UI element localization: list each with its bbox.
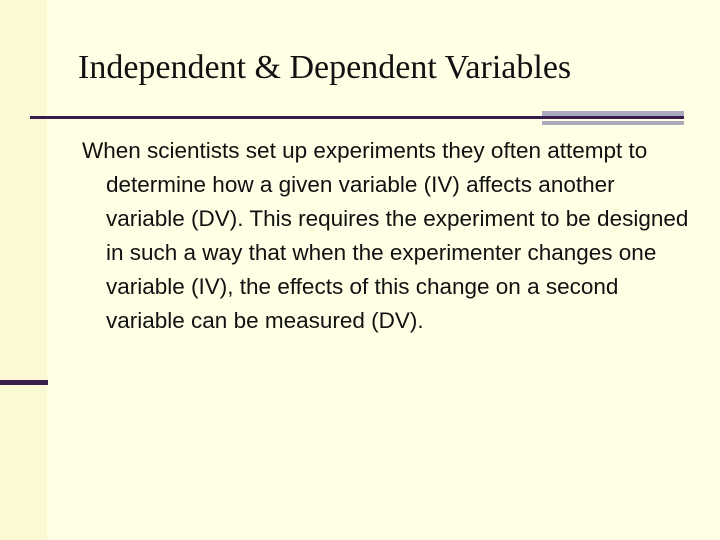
title-rule-accent-bottom: [542, 121, 684, 125]
left-margin-band: [0, 0, 47, 540]
slide-title: Independent & Dependent Variables: [78, 49, 572, 86]
title-underline-rule: [30, 116, 542, 119]
body-paragraph: When scientists set up experiments they often attempt to determine how a given variable (IV) affects another variable (DV). This requires the experiment to be designed in such a way that when the experimenter changes one variable (IV), the effects of this change on a second variable can be measured (DV).: [82, 138, 689, 333]
left-accent-bar: [0, 380, 48, 385]
title-rule-accent-middle: [542, 116, 684, 119]
